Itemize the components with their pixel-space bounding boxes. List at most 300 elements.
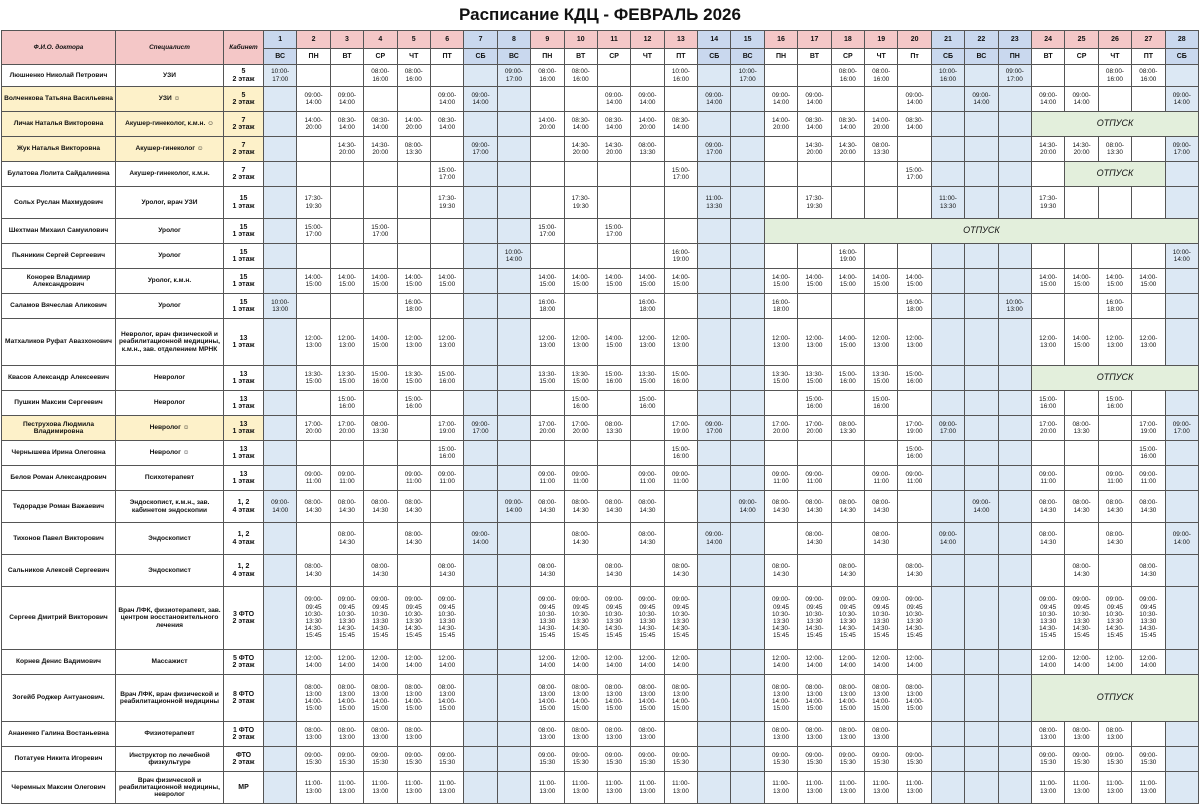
schedule-cell: 08:00- 13:00 bbox=[764, 722, 797, 747]
schedule-cell bbox=[264, 219, 297, 244]
specialist-cell: Уролог bbox=[116, 294, 224, 319]
schedule-cell bbox=[965, 65, 998, 87]
doctor-name: Квасов Александр Алексеевич bbox=[2, 366, 116, 391]
day-number: 6 bbox=[430, 31, 463, 49]
page-title: Расписание КДЦ - ФЕВРАЛЬ 2026 bbox=[459, 5, 741, 24]
schedule-cell bbox=[998, 466, 1031, 491]
schedule-cell: 08:00- 14:30 bbox=[297, 491, 330, 523]
schedule-cell bbox=[364, 441, 397, 466]
schedule-cell bbox=[397, 87, 430, 112]
weekday-label: СР bbox=[364, 49, 397, 65]
schedule-cell: 09:00- 14:00 bbox=[430, 87, 463, 112]
schedule-cell bbox=[631, 555, 664, 587]
schedule-cell bbox=[430, 722, 463, 747]
schedule-cell bbox=[464, 772, 497, 804]
schedule-cell bbox=[831, 523, 864, 555]
schedule-cell: 09:00- 15:30 bbox=[898, 747, 931, 772]
schedule-cell bbox=[464, 441, 497, 466]
specialist-cell: Уролог bbox=[116, 219, 224, 244]
schedule-cell: 17:30- 19:30 bbox=[564, 187, 597, 219]
doctor-name: Пьяникин Сергей Сергеевич bbox=[2, 244, 116, 269]
schedule-cell bbox=[931, 87, 964, 112]
schedule-cell: 08:00- 16:00 bbox=[397, 65, 430, 87]
schedule-cell bbox=[1098, 441, 1131, 466]
schedule-cell: 14:30- 20:00 bbox=[1031, 137, 1064, 162]
schedule-cell: 08:00- 14:30 bbox=[865, 491, 898, 523]
schedule-cell bbox=[597, 466, 630, 491]
schedule-cell bbox=[364, 391, 397, 416]
schedule-cell: 08:00- 13:00 14:00- 15:00 bbox=[798, 675, 831, 722]
schedule-cell bbox=[1165, 747, 1198, 772]
schedule-cell: 14:00- 20:00 bbox=[397, 112, 430, 137]
schedule-cell: 09:00- 11:00 bbox=[564, 466, 597, 491]
schedule-cell: 16:00- 18:00 bbox=[764, 294, 797, 319]
schedule-cell: 08:00- 13:00 14:00- 15:00 bbox=[664, 675, 697, 722]
schedule-cell bbox=[497, 319, 530, 366]
schedule-cell: 15:00- 16:00 bbox=[831, 366, 864, 391]
schedule-cell bbox=[898, 722, 931, 747]
schedule-cell bbox=[998, 441, 1031, 466]
schedule-cell bbox=[931, 391, 964, 416]
cabinet-cell: 13 1 этаж bbox=[224, 319, 264, 366]
schedule-cell: 09:00- 17:00 bbox=[698, 137, 731, 162]
schedule-cell bbox=[297, 441, 330, 466]
schedule-cell: 11:00- 13:00 bbox=[564, 772, 597, 804]
schedule-cell bbox=[965, 294, 998, 319]
schedule-cell bbox=[497, 219, 530, 244]
weekday-label: ВТ bbox=[564, 49, 597, 65]
schedule-cell bbox=[1132, 523, 1165, 555]
schedule-cell: 08:00- 16:00 bbox=[831, 65, 864, 87]
schedule-cell: 17:30- 19:30 bbox=[798, 187, 831, 219]
specialist-cell: УЗИ bbox=[116, 65, 224, 87]
schedule-cell bbox=[731, 137, 764, 162]
schedule-cell bbox=[497, 87, 530, 112]
schedule-cell: 09:00- 14:00 bbox=[965, 491, 998, 523]
schedule-cell: 12:00- 13:00 bbox=[330, 319, 363, 366]
doctor-name: Саламов Вячеслав Аликович bbox=[2, 294, 116, 319]
schedule-cell bbox=[531, 162, 564, 187]
weekday-label: СР bbox=[597, 49, 630, 65]
weekday-label: ПТ bbox=[664, 49, 697, 65]
table-row bbox=[2, 555, 1199, 587]
schedule-cell: 14:00- 15:00 bbox=[1132, 269, 1165, 294]
schedule-cell: 08:00- 13:00 14:00- 15:00 bbox=[364, 675, 397, 722]
schedule-cell bbox=[1132, 187, 1165, 219]
schedule-cell: 12:00- 14:00 bbox=[330, 650, 363, 675]
doctor-name: Сальников Алексей Сергеевич bbox=[2, 555, 116, 587]
schedule-cell bbox=[430, 219, 463, 244]
schedule-cell bbox=[698, 366, 731, 391]
schedule-cell: 08:00- 13:00 14:00- 15:00 bbox=[430, 675, 463, 722]
schedule-cell: 14:30- 20:00 bbox=[564, 137, 597, 162]
schedule-cell bbox=[965, 162, 998, 187]
specialist-cell: Врач ЛФК, физиотерапевт, зав. центром восстановительного лечения bbox=[116, 587, 224, 650]
schedule-cell: 08:00- 14:30 bbox=[597, 491, 630, 523]
cabinet-cell: 13 1 этаж bbox=[224, 366, 264, 391]
schedule-cell: 14:00- 20:00 bbox=[531, 112, 564, 137]
specialist-cell: Врач ЛФК, врач физической и реабилитационной медицины bbox=[116, 675, 224, 722]
schedule-cell bbox=[998, 416, 1031, 441]
schedule-cell: 08:30- 14:00 bbox=[564, 112, 597, 137]
schedule-cell: 09:00- 14:00 bbox=[464, 523, 497, 555]
schedule-cell bbox=[497, 391, 530, 416]
doctor-name: Ананенко Галина Востаньевна bbox=[2, 722, 116, 747]
schedule-cell bbox=[698, 269, 731, 294]
schedule-cell: 14:00- 20:00 bbox=[764, 112, 797, 137]
schedule-cell bbox=[931, 722, 964, 747]
schedule-cell: 09:00- 14:00 bbox=[497, 491, 530, 523]
specialist-cell: Уролог, к.м.н. bbox=[116, 269, 224, 294]
schedule-cell: 08:00- 13:00 bbox=[297, 722, 330, 747]
schedule-cell bbox=[698, 587, 731, 650]
cabinet-cell: 1 ФТО 2 этаж bbox=[224, 722, 264, 747]
schedule-cell bbox=[931, 491, 964, 523]
schedule-cell: 09:00- 14:00 bbox=[931, 523, 964, 555]
schedule-cell bbox=[664, 294, 697, 319]
cabinet-cell: МР bbox=[224, 772, 264, 804]
specialist-cell: УЗИ ☺ bbox=[116, 87, 224, 112]
schedule-cell: 08:00- 13:00 14:00- 15:00 bbox=[531, 675, 564, 722]
schedule-cell bbox=[698, 65, 731, 87]
schedule-cell: 09:00- 15:30 bbox=[631, 747, 664, 772]
schedule-cell: 09:00- 11:00 bbox=[1031, 466, 1064, 491]
schedule-cell: 15:00- 16:00 bbox=[1098, 391, 1131, 416]
day-number: 14 bbox=[698, 31, 731, 49]
doctor-name: Люшненко Николай Петрович bbox=[2, 65, 116, 87]
schedule-cell bbox=[898, 491, 931, 523]
schedule-cell bbox=[430, 137, 463, 162]
schedule-cell bbox=[698, 555, 731, 587]
schedule-cell: 11:00- 13:00 bbox=[664, 772, 697, 804]
schedule-cell bbox=[965, 747, 998, 772]
schedule-cell: 12:00- 13:00 bbox=[865, 319, 898, 366]
schedule-cell bbox=[731, 523, 764, 555]
schedule-cell bbox=[264, 112, 297, 137]
schedule-cell bbox=[865, 87, 898, 112]
specialist-cell: Эндоскопист, к.м.н., зав. кабинетом эндоскопии bbox=[116, 491, 224, 523]
weekday-label: ВС bbox=[264, 49, 297, 65]
schedule-cell bbox=[731, 555, 764, 587]
schedule-cell bbox=[1098, 244, 1131, 269]
schedule-cell: 15:00- 17:00 bbox=[297, 219, 330, 244]
schedule-cell bbox=[564, 555, 597, 587]
schedule-cell: 08:30- 14:00 bbox=[831, 112, 864, 137]
schedule-cell: 08:30- 14:00 bbox=[430, 112, 463, 137]
schedule-cell: 11:00- 13:30 bbox=[931, 187, 964, 219]
schedule-cell bbox=[1132, 722, 1165, 747]
specialist-cell: Акушер-гинеколог, к.м.н. bbox=[116, 162, 224, 187]
schedule-cell bbox=[764, 391, 797, 416]
schedule-cell bbox=[564, 219, 597, 244]
schedule-cell: 09:00- 15:30 bbox=[297, 747, 330, 772]
schedule-cell: 09:00- 09:45 10:30- 13:30 14:30- 15:45 bbox=[531, 587, 564, 650]
schedule-cell bbox=[1165, 587, 1198, 650]
schedule-cell: 15:00- 16:00 bbox=[898, 366, 931, 391]
schedule-cell: 14:00- 20:00 bbox=[297, 112, 330, 137]
schedule-cell: 13:30- 15:00 bbox=[798, 366, 831, 391]
schedule-cell bbox=[1065, 65, 1098, 87]
schedule-cell bbox=[698, 650, 731, 675]
schedule-cell bbox=[364, 244, 397, 269]
schedule-cell bbox=[330, 294, 363, 319]
schedule-cell: 08:00- 13:00 14:00- 15:00 bbox=[297, 675, 330, 722]
cabinet-cell: 13 1 этаж bbox=[224, 391, 264, 416]
schedule-cell: 12:00- 13:00 bbox=[531, 319, 564, 366]
schedule-cell: 09:00- 09:45 10:30- 13:30 14:30- 15:45 bbox=[631, 587, 664, 650]
schedule-cell bbox=[397, 416, 430, 441]
schedule-cell bbox=[664, 491, 697, 523]
schedule-cell bbox=[731, 675, 764, 722]
schedule-cell: 08:00- 14:30 bbox=[397, 491, 430, 523]
vacation-cell: ОТПУСК bbox=[1031, 366, 1198, 391]
schedule-cell: 17:00- 20:00 bbox=[764, 416, 797, 441]
schedule-cell bbox=[731, 441, 764, 466]
schedule-cell bbox=[931, 366, 964, 391]
schedule-cell bbox=[898, 187, 931, 219]
schedule-cell: 14:00- 15:00 bbox=[597, 319, 630, 366]
schedule-cell bbox=[531, 187, 564, 219]
schedule-cell: 15:00- 16:00 bbox=[430, 441, 463, 466]
schedule-cell: 12:00- 13:00 bbox=[631, 319, 664, 366]
schedule-cell bbox=[931, 587, 964, 650]
schedule-cell bbox=[1165, 772, 1198, 804]
schedule-cell: 08:00- 14:30 bbox=[1065, 555, 1098, 587]
schedule-cell bbox=[1132, 294, 1165, 319]
schedule-cell: 12:00- 14:00 bbox=[531, 650, 564, 675]
schedule-cell bbox=[965, 112, 998, 137]
day-number: 22 bbox=[965, 31, 998, 49]
day-number: 8 bbox=[497, 31, 530, 49]
table-row bbox=[2, 137, 1199, 162]
schedule-cell: 09:00- 17:00 bbox=[464, 137, 497, 162]
schedule-cell: 17:00- 20:00 bbox=[531, 416, 564, 441]
day-number: 7 bbox=[464, 31, 497, 49]
schedule-cell bbox=[264, 587, 297, 650]
schedule-cell: 15:00- 16:00 bbox=[631, 391, 664, 416]
schedule-cell: 08:00- 16:00 bbox=[1132, 65, 1165, 87]
schedule-cell: 08:00- 14:30 bbox=[764, 491, 797, 523]
schedule-cell: 09:00- 15:30 bbox=[330, 747, 363, 772]
table-row bbox=[2, 523, 1199, 555]
schedule-cell: 09:00- 15:30 bbox=[397, 747, 430, 772]
schedule-cell bbox=[497, 416, 530, 441]
weekday-label: СБ bbox=[1165, 49, 1198, 65]
schedule-cell: 14:00- 20:00 bbox=[865, 112, 898, 137]
schedule-cell bbox=[764, 162, 797, 187]
schedule-cell: 09:00- 09:45 10:30- 13:30 14:30- 15:45 bbox=[1132, 587, 1165, 650]
schedule-cell: 09:00- 14:00 bbox=[1165, 523, 1198, 555]
schedule-cell bbox=[998, 162, 1031, 187]
cabinet-cell: 7 2 этаж bbox=[224, 137, 264, 162]
schedule-cell bbox=[931, 244, 964, 269]
schedule-cell bbox=[931, 269, 964, 294]
cabinet-cell: 5 2 этаж bbox=[224, 87, 264, 112]
schedule-cell bbox=[731, 187, 764, 219]
schedule-cell bbox=[998, 523, 1031, 555]
doctor-name: Чернышева Ирина Олеговна bbox=[2, 441, 116, 466]
schedule-cell bbox=[497, 722, 530, 747]
schedule-cell bbox=[731, 772, 764, 804]
schedule-cell bbox=[798, 555, 831, 587]
schedule-cell bbox=[497, 747, 530, 772]
schedule-cell: 08:00- 14:30 bbox=[430, 555, 463, 587]
schedule-cell bbox=[631, 441, 664, 466]
schedule-cell bbox=[865, 555, 898, 587]
schedule-cell: 08:00- 14:30 bbox=[831, 491, 864, 523]
schedule-cell: 10:00- 13:00 bbox=[264, 294, 297, 319]
schedule-cell: 08:00- 14:30 bbox=[564, 491, 597, 523]
schedule-cell: 08:30- 14:00 bbox=[898, 112, 931, 137]
schedule-cell: 15:00- 17:00 bbox=[430, 162, 463, 187]
schedule-cell bbox=[364, 162, 397, 187]
schedule-cell bbox=[764, 187, 797, 219]
schedule-cell: 17:00- 19:00 bbox=[430, 416, 463, 441]
schedule-cell: 08:00- 14:30 bbox=[364, 555, 397, 587]
day-number: 17 bbox=[798, 31, 831, 49]
schedule-cell bbox=[1065, 441, 1098, 466]
schedule-cell: 14:30- 20:00 bbox=[831, 137, 864, 162]
specialist-cell: Массажист bbox=[116, 650, 224, 675]
schedule-cell bbox=[497, 675, 530, 722]
schedule-cell: 14:00- 15:00 bbox=[664, 269, 697, 294]
schedule-cell bbox=[1165, 466, 1198, 491]
schedule-cell bbox=[731, 466, 764, 491]
weekday-label: ВС bbox=[497, 49, 530, 65]
schedule-cell: 14:00- 15:00 bbox=[1065, 269, 1098, 294]
schedule-cell: 12:00- 14:00 bbox=[865, 650, 898, 675]
schedule-cell bbox=[531, 391, 564, 416]
vacation-cell: ОТПУСК bbox=[1031, 675, 1198, 722]
specialist-cell: Эндоскопист bbox=[116, 523, 224, 555]
day-number: 19 bbox=[865, 31, 898, 49]
schedule-cell: 08:00- 14:30 bbox=[1098, 491, 1131, 523]
schedule-cell: 09:00- 09:45 10:30- 13:30 14:30- 15:45 bbox=[397, 587, 430, 650]
day-number: 3 bbox=[330, 31, 363, 49]
schedule-cell: 09:00- 09:45 10:30- 13:30 14:30- 15:45 bbox=[1031, 587, 1064, 650]
schedule-cell bbox=[1098, 416, 1131, 441]
schedule-cell bbox=[464, 587, 497, 650]
doctor-name: Тедорадзе Роман Важаевич bbox=[2, 491, 116, 523]
schedule-cell: 08:00- 13:00 14:00- 15:00 bbox=[898, 675, 931, 722]
schedule-cell: 12:00- 14:00 bbox=[564, 650, 597, 675]
schedule-cell bbox=[931, 747, 964, 772]
schedule-cell: 11:00- 13:00 bbox=[597, 772, 630, 804]
schedule-cell bbox=[497, 466, 530, 491]
schedule-cell bbox=[965, 366, 998, 391]
schedule-cell: 09:00- 14:00 bbox=[1165, 87, 1198, 112]
table-row bbox=[2, 112, 1199, 137]
doctor-name: Сольх Руслан Махмудович bbox=[2, 187, 116, 219]
schedule-cell: 08:00- 13:00 bbox=[364, 722, 397, 747]
table-row bbox=[2, 187, 1199, 219]
doctor-name: Булатова Лолита Сайдалиевна bbox=[2, 162, 116, 187]
schedule-cell: 11:00- 13:00 bbox=[1065, 772, 1098, 804]
schedule-cell: 15:00- 16:00 bbox=[430, 366, 463, 391]
specialist-cell: Невролог bbox=[116, 366, 224, 391]
schedule-cell bbox=[464, 366, 497, 391]
schedule-cell bbox=[731, 87, 764, 112]
schedule-cell: 12:00- 14:00 bbox=[364, 650, 397, 675]
schedule-cell bbox=[998, 187, 1031, 219]
schedule-cell: 16:00- 19:00 bbox=[831, 244, 864, 269]
schedule-cell: 09:00- 14:00 bbox=[698, 523, 731, 555]
schedule-cell: 12:00- 13:00 bbox=[430, 319, 463, 366]
schedule-cell: 14:00- 15:00 bbox=[831, 269, 864, 294]
schedule-cell bbox=[564, 87, 597, 112]
schedule-cell bbox=[497, 294, 530, 319]
schedule-cell bbox=[1165, 65, 1198, 87]
schedule-cell: 09:00- 17:00 bbox=[1165, 137, 1198, 162]
table-row bbox=[2, 416, 1199, 441]
schedule-cell bbox=[631, 219, 664, 244]
schedule-cell: 08:00- 13:00 bbox=[564, 722, 597, 747]
schedule-cell bbox=[330, 441, 363, 466]
schedule-cell bbox=[965, 269, 998, 294]
schedule-cell: 17:00- 19:00 bbox=[898, 416, 931, 441]
schedule-cell bbox=[1031, 162, 1064, 187]
schedule-cell: 14:00- 15:00 bbox=[831, 319, 864, 366]
specialist-cell: Врач физической и реабилитационной медицины, невролог bbox=[116, 772, 224, 804]
schedule-cell bbox=[831, 187, 864, 219]
schedule-cell: 11:00- 13:00 bbox=[1132, 772, 1165, 804]
schedule-cell: 12:00- 14:00 bbox=[597, 650, 630, 675]
schedule-cell bbox=[564, 294, 597, 319]
schedule-cell bbox=[464, 491, 497, 523]
schedule-cell: 08:00- 14:30 bbox=[798, 523, 831, 555]
schedule-cell: 12:00- 14:00 bbox=[1098, 650, 1131, 675]
schedule-cell bbox=[1031, 65, 1064, 87]
schedule-cell bbox=[998, 319, 1031, 366]
day-number: 10 bbox=[564, 31, 597, 49]
schedule-cell: 15:00- 16:00 bbox=[564, 391, 597, 416]
schedule-cell: 12:00- 14:00 bbox=[664, 650, 697, 675]
schedule-cell: 15:00- 16:00 bbox=[597, 366, 630, 391]
schedule-cell bbox=[430, 294, 463, 319]
doctor-name: Черемных Максим Олегович bbox=[2, 772, 116, 804]
schedule-cell bbox=[698, 294, 731, 319]
schedule-cell: 09:00- 14:00 bbox=[898, 87, 931, 112]
schedule-cell bbox=[764, 523, 797, 555]
schedule-cell: 14:00- 15:00 bbox=[297, 269, 330, 294]
schedule-cell bbox=[497, 137, 530, 162]
schedule-cell bbox=[497, 772, 530, 804]
schedule-cell bbox=[965, 187, 998, 219]
schedule-cell: 14:00- 15:00 bbox=[1031, 269, 1064, 294]
schedule-cell: 09:00- 15:30 bbox=[831, 747, 864, 772]
schedule-cell bbox=[831, 391, 864, 416]
schedule-cell: 14:00- 15:00 bbox=[764, 269, 797, 294]
schedule-cell bbox=[264, 555, 297, 587]
schedule-cell bbox=[764, 244, 797, 269]
schedule-cell: 09:00- 09:45 10:30- 13:30 14:30- 15:45 bbox=[764, 587, 797, 650]
schedule-cell: 12:00- 14:00 bbox=[430, 650, 463, 675]
cabinet-cell: 13 1 этаж bbox=[224, 416, 264, 441]
schedule-cell bbox=[464, 391, 497, 416]
schedule-cell: 15:00- 16:00 bbox=[664, 441, 697, 466]
day-number: 4 bbox=[364, 31, 397, 49]
schedule-cell bbox=[731, 112, 764, 137]
schedule-cell: 09:00- 09:45 10:30- 13:30 14:30- 15:45 bbox=[898, 587, 931, 650]
schedule-cell bbox=[497, 162, 530, 187]
schedule-cell bbox=[464, 112, 497, 137]
schedule-cell bbox=[1065, 523, 1098, 555]
schedule-cell: 10:00- 14:00 bbox=[1165, 244, 1198, 269]
schedule-cell bbox=[998, 137, 1031, 162]
schedule-cell: 15:00- 17:00 bbox=[664, 162, 697, 187]
schedule-cell bbox=[464, 675, 497, 722]
schedule-cell bbox=[464, 219, 497, 244]
